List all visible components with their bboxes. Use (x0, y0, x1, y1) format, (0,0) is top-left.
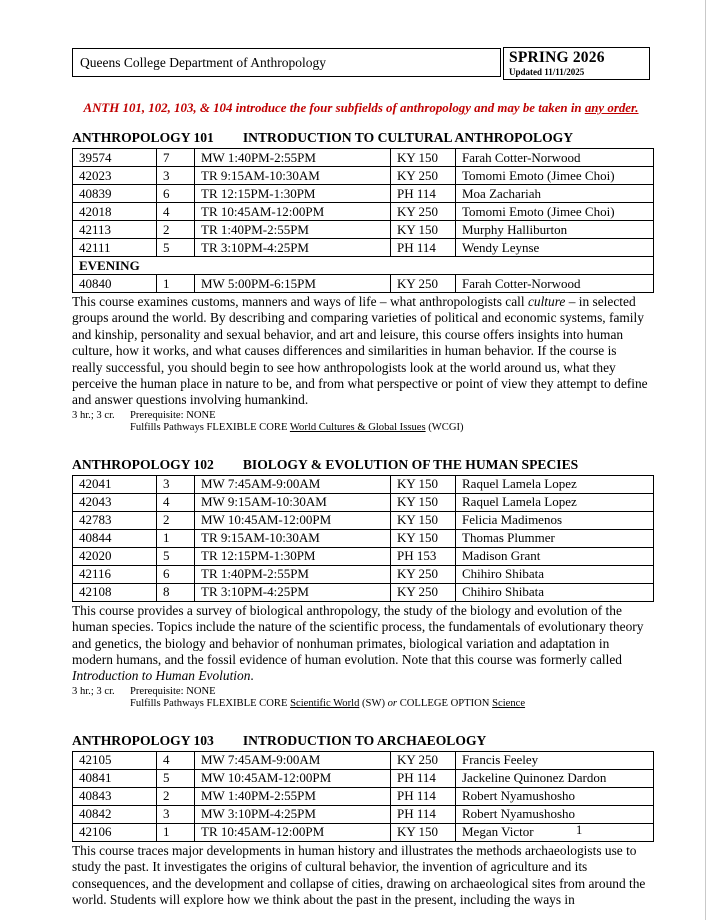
text-segment: – in selected groups around the world. By describing and comparing varieties of political and economic systems, family and kinship, personality and sexual behavior, and art and leisure, this course offers insights into human culture, how it works, and what causes differences and similarities in human behavior. If the course is really successful, you should begin to see how anthropologists look at the world around us, what they perceive the human place in nature to be, and from what perspective or point of view they attempt to define and answer questions involving humankind. (72, 294, 648, 408)
cell-section: 5 (157, 239, 195, 257)
table-row (73, 529, 654, 547)
cell-section: 5 (157, 547, 195, 565)
cell-section: 8 (157, 583, 195, 601)
prerequisite-label: Prerequisite: NONE (130, 685, 216, 697)
cell-room: KY 150 (391, 511, 456, 529)
credits-label: 3 hr.; 3 cr. (72, 409, 115, 421)
cell-course-code: 42018 (73, 203, 157, 221)
cell-time: TR 9:15AM-10:30AM (195, 167, 391, 185)
table-row (73, 149, 654, 167)
cell-time: TR 10:45AM-12:00PM (195, 203, 391, 221)
table-row (73, 185, 654, 203)
intro-notice (72, 101, 650, 116)
cell-room: PH 114 (391, 239, 456, 257)
course-description (72, 843, 650, 909)
cell-course-code: 40841 (73, 769, 157, 787)
cell-section: 1 (157, 275, 195, 293)
cell-section: 6 (157, 565, 195, 583)
cell-section: 4 (157, 493, 195, 511)
course-title: INTRODUCTION TO ARCHAEOLOGY (242, 732, 487, 748)
cell-course-code: 42111 (73, 239, 157, 257)
cell-room: KY 150 (391, 149, 456, 167)
cell-course-code: 40843 (73, 787, 157, 805)
course-smallprint (72, 410, 650, 435)
cell-section: 3 (157, 475, 195, 493)
cell-section: 3 (157, 805, 195, 823)
course-heading (72, 733, 650, 749)
cell-room: KY 250 (391, 167, 456, 185)
cell-course-code: 42783 (73, 511, 157, 529)
text-segment: . (250, 668, 254, 684)
cell-room: PH 114 (391, 805, 456, 823)
schedule-table (72, 475, 654, 602)
table-row (73, 275, 654, 293)
table-row (73, 221, 654, 239)
cell-section: 2 (157, 221, 195, 239)
table-row (73, 493, 654, 511)
cell-instructor: Thomas Plummer (456, 529, 654, 547)
cell-room: KY 150 (391, 529, 456, 547)
text-segment: World Cultures & Global Issues (289, 422, 426, 434)
course-number: ANTHROPOLOGY 101 (72, 130, 214, 145)
cell-time: TR 9:15AM-10:30AM (195, 529, 391, 547)
text-segment: Scientific World (290, 698, 360, 710)
page-content (72, 47, 650, 909)
pathways-label (130, 422, 464, 435)
document-header (72, 47, 650, 80)
cell-time: MW 5:00PM-6:15PM (195, 275, 391, 293)
cell-instructor: Raquel Lamela Lopez (456, 493, 654, 511)
cell-course-code: 42106 (73, 823, 157, 841)
cell-room: PH 153 (391, 547, 456, 565)
cell-instructor: Farah Cotter-Norwood (456, 149, 654, 167)
table-row (73, 751, 654, 769)
table-row (73, 823, 654, 841)
text-segment: or (387, 698, 398, 710)
text-segment: (WCGI) (425, 422, 464, 434)
cell-section: 6 (157, 185, 195, 203)
course-heading (72, 457, 650, 473)
course-section (72, 457, 650, 711)
page-right-border (705, 0, 706, 920)
cell-section: 2 (157, 787, 195, 805)
course-number: ANTHROPOLOGY 102 (72, 456, 214, 472)
text-segment: (SW) (359, 698, 388, 710)
term-label: SPRING 2026 (509, 49, 605, 66)
cell-course-code: 42116 (73, 565, 157, 583)
cell-time: TR 3:10PM-4:25PM (195, 583, 391, 601)
text-segment: Fulfills Pathways FLEXIBLE CORE (130, 422, 290, 434)
cell-course-code: 42108 (73, 583, 157, 601)
cell-instructor: Murphy Halliburton (456, 221, 654, 239)
cell-course-code: 40842 (73, 805, 157, 823)
cell-room: KY 250 (391, 275, 456, 293)
cell-instructor: Madison Grant (456, 547, 654, 565)
evening-label: EVENING (73, 257, 654, 275)
intro-notice-underlined: any order. (584, 101, 639, 115)
text-segment: This course traces major developments in human history and illustrates the methods archaeologists use to study the past. It investigates the origins of cultural behavior, the invention of agriculture and its consequences, and the development and collapse of cities, drawing on archaeological sites from around the world. Students will explore how we think about the past in the present, including the ways in (72, 842, 646, 908)
course-title: INTRODUCTION TO CULTURAL ANTHROPOLOGY (242, 130, 574, 145)
updated-label: Updated 11/11/2025 (509, 67, 585, 77)
pathways-label (130, 698, 525, 711)
cell-room: KY 250 (391, 583, 456, 601)
table-row (73, 769, 654, 787)
table-row (73, 511, 654, 529)
cell-time: TR 1:40PM-2:55PM (195, 565, 391, 583)
table-row (73, 565, 654, 583)
cell-time: TR 12:15PM-1:30PM (195, 185, 391, 203)
course-description (72, 294, 650, 409)
course-section (72, 130, 650, 435)
prerequisite-label: Prerequisite: NONE (130, 409, 216, 421)
cell-instructor: Wendy Leynse (456, 239, 654, 257)
cell-section: 4 (157, 751, 195, 769)
cell-instructor: Felicia Madimenos (456, 511, 654, 529)
cell-course-code: 42113 (73, 221, 157, 239)
cell-room: KY 250 (391, 751, 456, 769)
cell-time: MW 10:45AM-12:00PM (195, 769, 391, 787)
cell-time: TR 10:45AM-12:00PM (195, 823, 391, 841)
cell-section: 1 (157, 529, 195, 547)
intro-notice-text: ANTH 101, 102, 103, & 104 introduce the four subfields of anthropology and may be taken in (83, 101, 585, 115)
text-segment: culture (527, 294, 566, 309)
text-segment: COLLEGE OPTION (397, 698, 493, 710)
course-title: BIOLOGY & EVOLUTION OF THE HUMAN SPECIES (242, 456, 579, 472)
table-row (73, 547, 654, 565)
cell-instructor: Moa Zachariah (456, 185, 654, 203)
cell-time: MW 10:45AM-12:00PM (195, 511, 391, 529)
cell-room: PH 114 (391, 787, 456, 805)
department-title: Queens College Department of Anthropology (80, 54, 326, 70)
cell-instructor: Megan Victor (456, 823, 654, 841)
cell-room: KY 250 (391, 565, 456, 583)
cell-section: 4 (157, 203, 195, 221)
cell-room: KY 150 (391, 475, 456, 493)
text-segment: This course examines customs, manners and ways of life – what anthropologists call (72, 294, 528, 309)
table-row (73, 787, 654, 805)
cell-instructor: Francis Feeley (456, 751, 654, 769)
course-sections (72, 130, 650, 909)
cell-instructor: Tomomi Emoto (Jimee Choi) (456, 203, 654, 221)
cell-time: TR 1:40PM-2:55PM (195, 221, 391, 239)
cell-course-code: 42043 (73, 493, 157, 511)
cell-room: KY 150 (391, 823, 456, 841)
cell-room: KY 150 (391, 221, 456, 239)
term-box (503, 47, 650, 80)
cell-time: MW 7:45AM-9:00AM (195, 475, 391, 493)
table-row (73, 475, 654, 493)
cell-instructor: Tomomi Emoto (Jimee Choi) (456, 167, 654, 185)
page-number: 1 (576, 823, 583, 837)
cell-instructor: Farah Cotter-Norwood (456, 275, 654, 293)
cell-course-code: 40840 (73, 275, 157, 293)
cell-time: MW 1:40PM-2:55PM (195, 787, 391, 805)
schedule-table (72, 148, 654, 293)
cell-time: MW 1:40PM-2:55PM (195, 149, 391, 167)
department-title-box (72, 48, 501, 77)
cell-section: 2 (157, 511, 195, 529)
cell-room: PH 114 (391, 769, 456, 787)
cell-course-code: 42041 (73, 475, 157, 493)
evening-header-row (73, 257, 654, 275)
cell-room: PH 114 (391, 185, 456, 203)
course-smallprint (72, 686, 650, 711)
cell-course-code: 42023 (73, 167, 157, 185)
cell-course-code: 42020 (73, 547, 157, 565)
cell-instructor: Robert Nyamushosho (456, 805, 654, 823)
text-segment: This course provides a survey of biological anthropology, the study of the biology and evolution of the human species. Topics include the nature of the scientific process, the fundamentals of evolutionary theory and genetics, the biology and behavior of nonhuman primates, biological variation and adaptation in modern humans, and the fossil evidence of human evolution. Note that this course was formerly called (72, 602, 644, 668)
cell-course-code: 40839 (73, 185, 157, 203)
cell-instructor: Chihiro Shibata (456, 565, 654, 583)
course-heading (72, 130, 650, 146)
cell-instructor: Raquel Lamela Lopez (456, 475, 654, 493)
cell-time: MW 9:15AM-10:30AM (195, 493, 391, 511)
cell-instructor: Jackeline Quinonez Dardon (456, 769, 654, 787)
cell-section: 3 (157, 167, 195, 185)
text-segment: Introduction to Human Evolution (72, 668, 251, 684)
schedule-table (72, 751, 654, 842)
course-description (72, 603, 650, 685)
text-segment: Science (492, 698, 526, 710)
table-row (73, 167, 654, 185)
course-number: ANTHROPOLOGY 103 (72, 732, 214, 748)
cell-instructor: Chihiro Shibata (456, 583, 654, 601)
cell-instructor: Robert Nyamushosho (456, 787, 654, 805)
cell-course-code: 39574 (73, 149, 157, 167)
table-row (73, 805, 654, 823)
cell-time: TR 12:15PM-1:30PM (195, 547, 391, 565)
cell-room: KY 250 (391, 203, 456, 221)
cell-course-code: 42105 (73, 751, 157, 769)
cell-time: MW 7:45AM-9:00AM (195, 751, 391, 769)
cell-time: MW 3:10PM-4:25PM (195, 805, 391, 823)
course-section (72, 733, 650, 909)
cell-section: 5 (157, 769, 195, 787)
credits-label: 3 hr.; 3 cr. (72, 685, 115, 697)
table-row (73, 583, 654, 601)
cell-section: 7 (157, 149, 195, 167)
text-segment: Fulfills Pathways FLEXIBLE CORE (130, 698, 291, 710)
cell-section: 1 (157, 823, 195, 841)
table-row (73, 239, 654, 257)
cell-room: KY 150 (391, 493, 456, 511)
table-row (73, 203, 654, 221)
cell-time: TR 3:10PM-4:25PM (195, 239, 391, 257)
cell-course-code: 40844 (73, 529, 157, 547)
